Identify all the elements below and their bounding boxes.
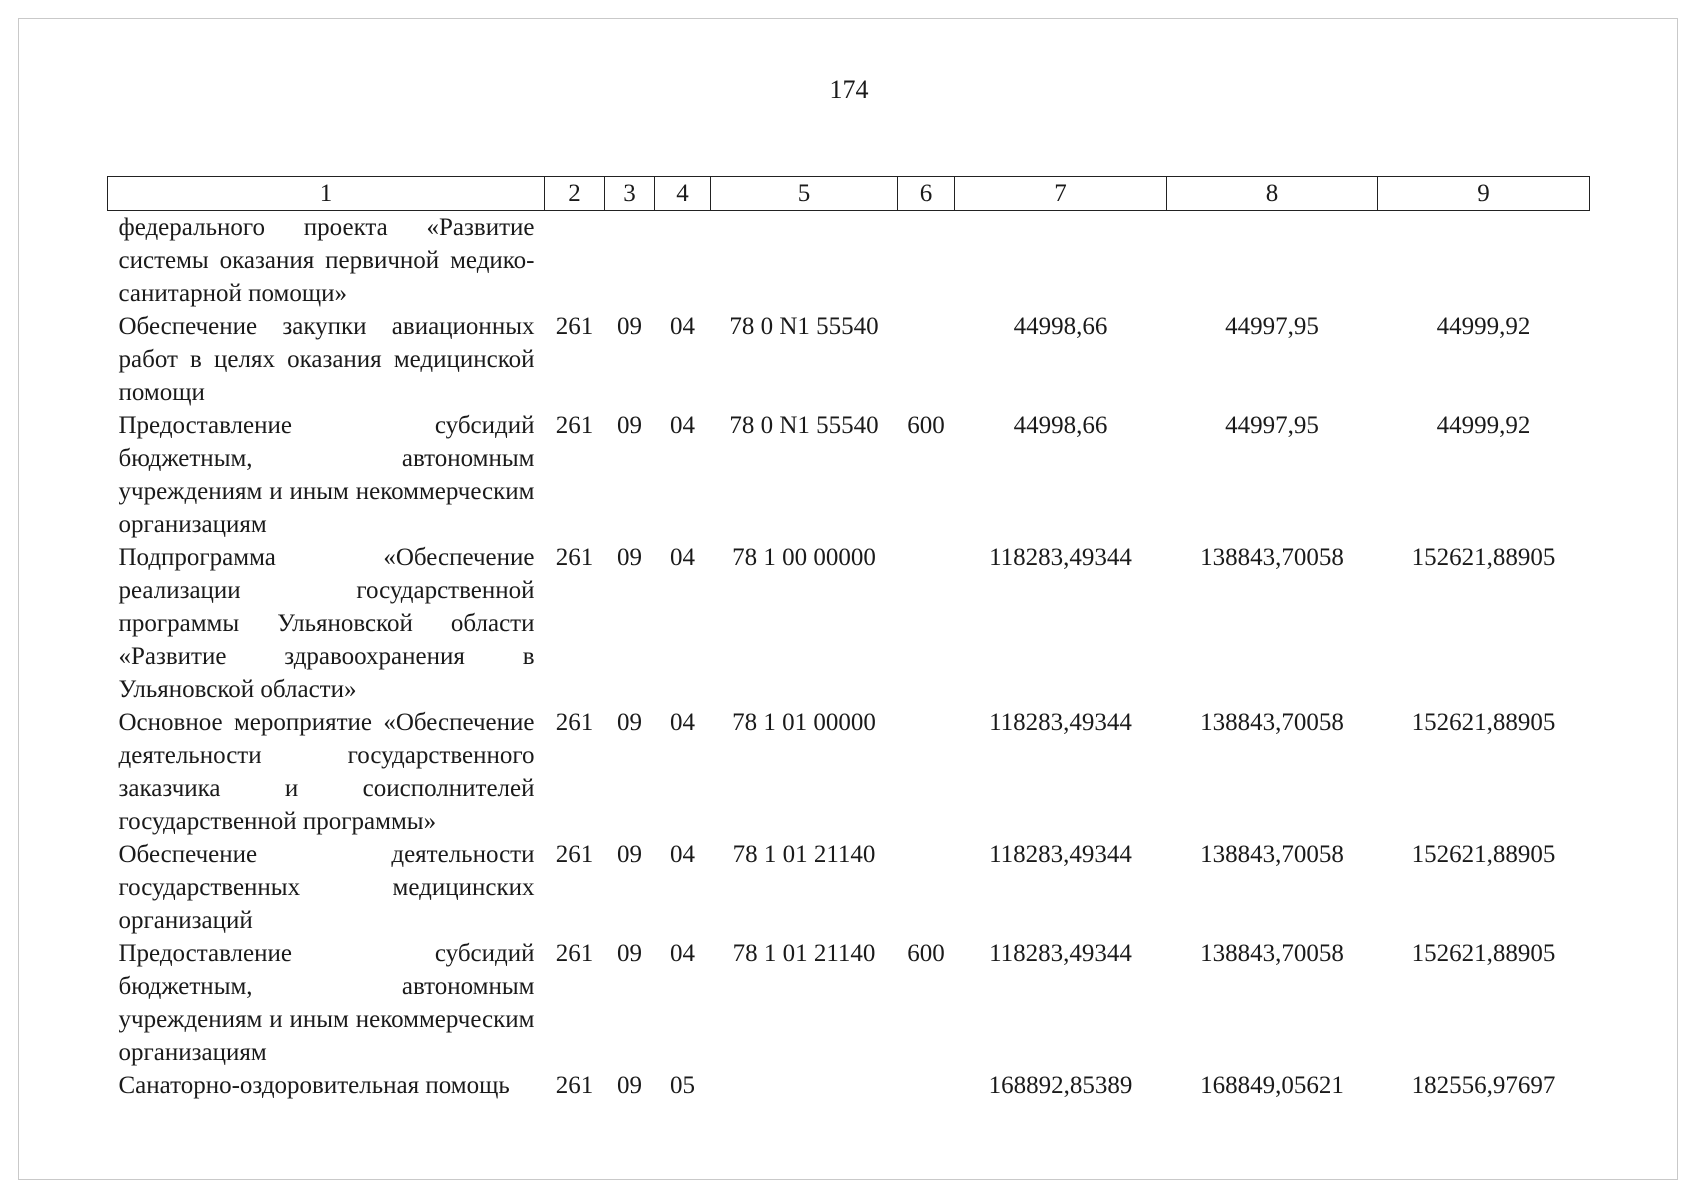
row-name: Санаторно-оздоровительная помощь bbox=[118, 1072, 510, 1099]
row-amount-1: 44998,66 bbox=[1013, 313, 1108, 340]
row-pr: 04 bbox=[670, 544, 695, 571]
table-row bbox=[108, 937, 1590, 1069]
row-amount-2 bbox=[1167, 211, 1378, 311]
row-name: Основное мероприятие «Обеспечение деятельности государственного заказчика и соисполнителей государственной программы» bbox=[118, 709, 535, 835]
row-name: Предоставление субсидий бюджетным, автономным учреждениям и иным некоммерческим организациям bbox=[118, 412, 535, 538]
row-csr: 78 1 00 00000 bbox=[732, 544, 876, 571]
row-vr: 600 bbox=[907, 940, 945, 967]
table-body bbox=[108, 211, 1590, 1103]
row-vr: 600 bbox=[907, 412, 945, 439]
row-name: федерального проекта «Развитие системы оказания первичной медико-санитарной помощи» bbox=[118, 214, 535, 307]
budget-table-container bbox=[107, 176, 1589, 1102]
row-ved: 261 bbox=[555, 313, 594, 340]
row-csr: 78 0 N1 55540 bbox=[729, 313, 879, 340]
row-amount-3 bbox=[1378, 211, 1590, 311]
row-amount-2: 138843,70058 bbox=[1200, 709, 1344, 736]
row-amount-2: 138843,70058 bbox=[1200, 544, 1344, 571]
table-row bbox=[108, 706, 1590, 838]
row-name: Обеспечение закупки авиационных работ в целях оказания медицинской помощи bbox=[118, 313, 535, 406]
column-header-5: 5 bbox=[711, 177, 898, 211]
row-vr bbox=[898, 211, 955, 311]
row-ved: 261 bbox=[555, 709, 594, 736]
row-csr bbox=[711, 1069, 898, 1102]
row-ved: 261 bbox=[555, 1072, 594, 1099]
page-number: 174 bbox=[829, 75, 869, 104]
row-amount-2: 44997,95 bbox=[1225, 313, 1319, 340]
header-row bbox=[108, 177, 1590, 211]
table-row bbox=[108, 310, 1590, 409]
row-csr: 78 0 N1 55540 bbox=[729, 412, 879, 439]
row-pr: 04 bbox=[670, 940, 695, 967]
table-row bbox=[108, 211, 1590, 311]
row-vr bbox=[898, 541, 955, 706]
row-pr: 04 bbox=[670, 412, 695, 439]
column-header-8: 8 bbox=[1167, 177, 1378, 211]
row-amount-1 bbox=[955, 211, 1167, 311]
row-ved bbox=[545, 211, 605, 311]
row-amount-1: 118283,49344 bbox=[989, 940, 1132, 967]
row-name: Предоставление субсидий бюджетным, автономным учреждениям и иным некоммерческим организациям bbox=[118, 940, 535, 1066]
row-rz: 09 bbox=[617, 709, 642, 736]
row-ved: 261 bbox=[555, 412, 594, 439]
column-header-4: 4 bbox=[655, 177, 711, 211]
row-amount-1: 118283,49344 bbox=[989, 841, 1132, 868]
row-amount-3: 152621,88905 bbox=[1411, 940, 1556, 967]
row-rz: 09 bbox=[617, 940, 642, 967]
row-amount-1: 118283,49344 bbox=[989, 709, 1132, 736]
row-ved: 261 bbox=[555, 841, 594, 868]
row-amount-2: 138843,70058 bbox=[1200, 940, 1344, 967]
row-amount-1: 168892,85389 bbox=[988, 1072, 1133, 1099]
row-rz: 09 bbox=[617, 313, 642, 340]
row-rz: 09 bbox=[617, 544, 642, 571]
row-ved: 261 bbox=[555, 544, 594, 571]
row-rz bbox=[605, 211, 655, 311]
column-header-6: 6 bbox=[898, 177, 955, 211]
row-rz: 09 bbox=[617, 841, 642, 868]
column-header-1: 1 bbox=[108, 177, 545, 211]
row-vr bbox=[898, 838, 955, 937]
column-header-9: 9 bbox=[1378, 177, 1590, 211]
table-header bbox=[108, 177, 1590, 211]
row-csr: 78 1 01 00000 bbox=[732, 709, 876, 736]
column-header-2: 2 bbox=[545, 177, 605, 211]
row-amount-2: 44997,95 bbox=[1225, 412, 1319, 439]
table-row bbox=[108, 838, 1590, 937]
row-vr bbox=[898, 310, 955, 409]
table-row bbox=[108, 1069, 1590, 1102]
row-ved: 261 bbox=[555, 940, 594, 967]
row-amount-3: 182556,97697 bbox=[1411, 1072, 1556, 1099]
row-amount-2: 138843,70058 bbox=[1200, 841, 1344, 868]
table-row bbox=[108, 541, 1590, 706]
row-amount-3: 152621,88905 bbox=[1411, 709, 1556, 736]
row-name: Обеспечение деятельности государственных медицинских организаций bbox=[118, 841, 535, 934]
row-csr: 78 1 01 21140 bbox=[732, 841, 876, 868]
row-amount-3: 152621,88905 bbox=[1411, 841, 1556, 868]
row-rz: 09 bbox=[617, 1072, 642, 1099]
row-vr bbox=[898, 706, 955, 838]
row-amount-3: 44999,92 bbox=[1436, 313, 1531, 340]
row-csr: 78 1 01 21140 bbox=[732, 940, 876, 967]
column-header-3: 3 bbox=[605, 177, 655, 211]
row-amount-3: 44999,92 bbox=[1436, 412, 1531, 439]
row-amount-3: 152621,88905 bbox=[1411, 544, 1556, 571]
column-header-7: 7 bbox=[955, 177, 1167, 211]
row-amount-2: 168849,05621 bbox=[1200, 1072, 1344, 1099]
row-name: Подпрограмма «Обеспечение реализации государственной программы Ульяновской области «Развитие здравоохранения в Ульяновской области» bbox=[118, 544, 535, 703]
row-vr bbox=[898, 1069, 955, 1102]
row-rz: 09 bbox=[617, 412, 642, 439]
row-csr bbox=[711, 211, 898, 311]
table-row bbox=[108, 409, 1590, 541]
row-amount-1: 44998,66 bbox=[1013, 412, 1108, 439]
row-amount-1: 118283,49344 bbox=[989, 544, 1132, 571]
budget-table bbox=[107, 176, 1590, 1102]
row-pr: 04 bbox=[670, 313, 695, 340]
row-pr: 05 bbox=[670, 1072, 695, 1099]
row-pr: 04 bbox=[670, 709, 695, 736]
row-pr bbox=[655, 211, 711, 311]
row-pr: 04 bbox=[670, 841, 695, 868]
